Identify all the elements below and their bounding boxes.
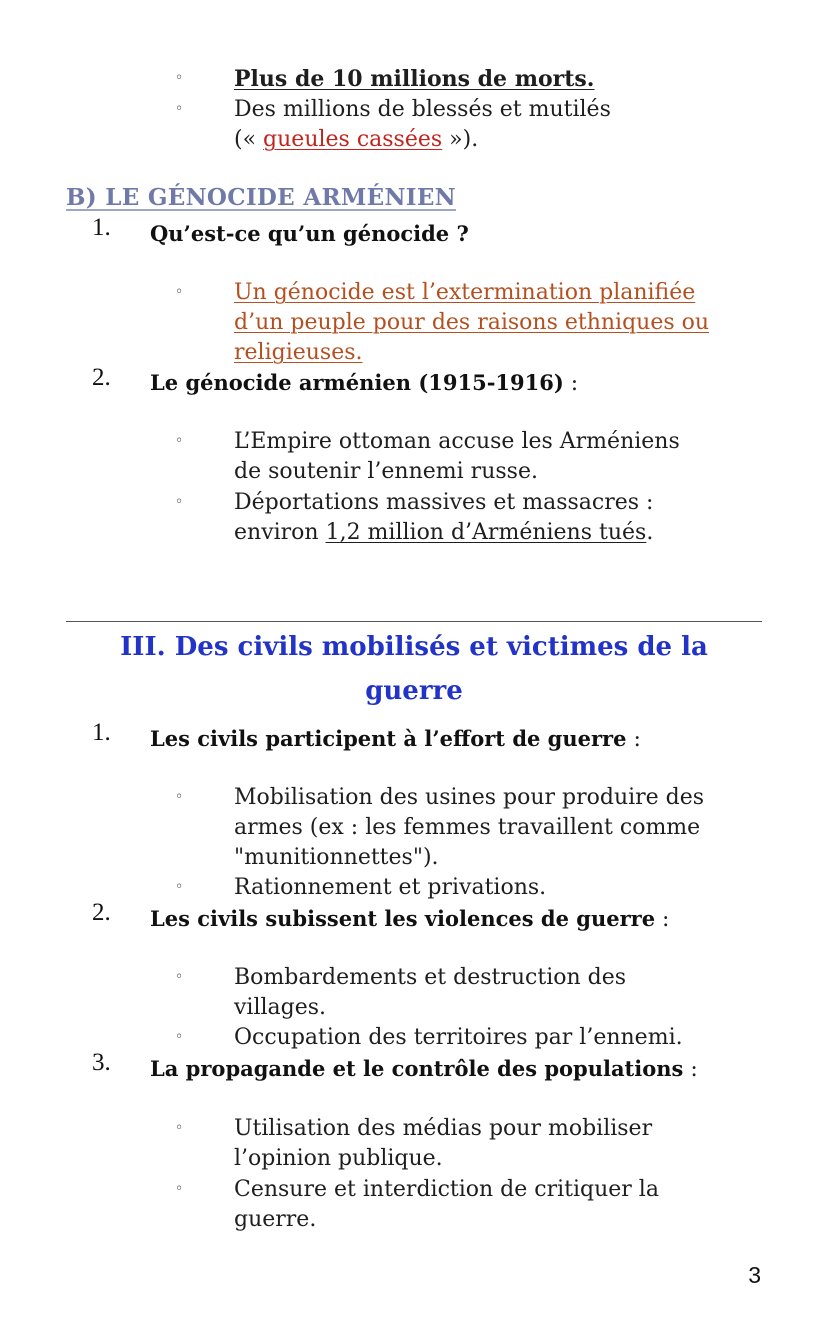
bullet-icon: ◦ bbox=[175, 70, 184, 86]
list-heading bbox=[150, 370, 578, 396]
text-fragment: (« bbox=[234, 127, 264, 152]
bullet-text: de soutenir l’ennemi russe. bbox=[234, 459, 538, 484]
bullet-icon: ◦ bbox=[175, 433, 184, 449]
list-number: 3. bbox=[92, 1049, 111, 1076]
bullet-icon: ◦ bbox=[175, 1120, 184, 1136]
heading-text: Les civils subissent les violences de guerre bbox=[150, 906, 656, 931]
text-fragment: »). bbox=[442, 127, 479, 152]
bullet-text: Occupation des territoires par l’ennemi. bbox=[234, 1025, 683, 1050]
bullet-text: "munitionnettes"). bbox=[234, 845, 439, 870]
definition-text: religieuses. bbox=[234, 340, 363, 365]
list-number: 1. bbox=[92, 214, 111, 241]
text-fragment: environ bbox=[234, 520, 326, 545]
bullet-text: villages. bbox=[234, 995, 327, 1020]
heading-text: Le génocide arménien (1915-1916) bbox=[150, 370, 564, 395]
bullet-text: guerre. bbox=[234, 1207, 317, 1232]
gueules-cassees-link[interactable]: gueules cassées bbox=[263, 127, 443, 152]
bullet-icon: ◦ bbox=[175, 284, 184, 300]
section-divider bbox=[66, 621, 762, 622]
list-heading: Qu’est-ce qu’un génocide ? bbox=[150, 221, 469, 246]
bullet-text: Des millions de blessés et mutilés bbox=[234, 97, 611, 122]
list-number: 2. bbox=[92, 899, 111, 926]
heading-text: La propagande et le contrôle des populations bbox=[150, 1056, 684, 1081]
bullet-text bbox=[234, 520, 653, 545]
bullet-icon: ◦ bbox=[175, 879, 184, 895]
bullet-text: Censure et interdiction de critiquer la bbox=[234, 1177, 659, 1202]
bullet-icon: ◦ bbox=[175, 789, 184, 805]
bullet-icon: ◦ bbox=[175, 494, 184, 510]
heading-text: Les civils participent à l’effort de guerre bbox=[150, 726, 627, 751]
bullet-text: Rationnement et privations. bbox=[234, 875, 547, 900]
bullet-text bbox=[234, 127, 478, 152]
underlined-statistic: 1,2 million d’Arméniens tués bbox=[325, 520, 647, 545]
bullet-text: Bombardements et destruction des bbox=[234, 965, 627, 990]
bullet-icon: ◦ bbox=[175, 101, 184, 117]
heading-suffix: : bbox=[626, 727, 641, 752]
section-iii-heading: III. Des civils mobilisés et victimes de la bbox=[120, 632, 708, 662]
section-iii-heading-cont: guerre bbox=[365, 676, 463, 706]
heading-suffix: : bbox=[655, 907, 670, 932]
bullet-icon: ◦ bbox=[175, 1029, 184, 1045]
section-b-heading: B) LE GÉNOCIDE ARMÉNIEN bbox=[66, 184, 457, 211]
bullet-text: armes (ex : les femmes travaillent comme bbox=[234, 815, 701, 840]
list-number: 2. bbox=[92, 364, 111, 391]
heading-suffix: : bbox=[563, 371, 579, 396]
bullet-text: Mobilisation des usines pour produire des bbox=[234, 785, 705, 810]
definition-text: Un génocide est l’extermination planifiée bbox=[234, 280, 696, 305]
list-heading bbox=[150, 906, 669, 932]
bullet-icon: ◦ bbox=[175, 1181, 184, 1197]
list-heading bbox=[150, 726, 641, 752]
list-heading bbox=[150, 1056, 698, 1082]
bullet-text: Utilisation des médias pour mobiliser bbox=[234, 1116, 653, 1141]
text-fragment: . bbox=[646, 520, 654, 545]
bullet-text: l’opinion publique. bbox=[234, 1146, 443, 1171]
list-number: 1. bbox=[92, 719, 111, 746]
bullet-text bbox=[234, 66, 594, 92]
definition-text: d’un peuple pour des raisons ethniques ou bbox=[234, 310, 710, 335]
underlined-statistic: Plus de 10 millions de morts. bbox=[234, 66, 595, 92]
bullet-text: Déportations massives et massacres : bbox=[234, 490, 654, 515]
bullet-icon: ◦ bbox=[175, 969, 184, 985]
page-number: 3 bbox=[748, 1262, 761, 1288]
bullet-text: L’Empire ottoman accuse les Arméniens bbox=[234, 429, 680, 454]
heading-suffix: : bbox=[683, 1057, 698, 1082]
